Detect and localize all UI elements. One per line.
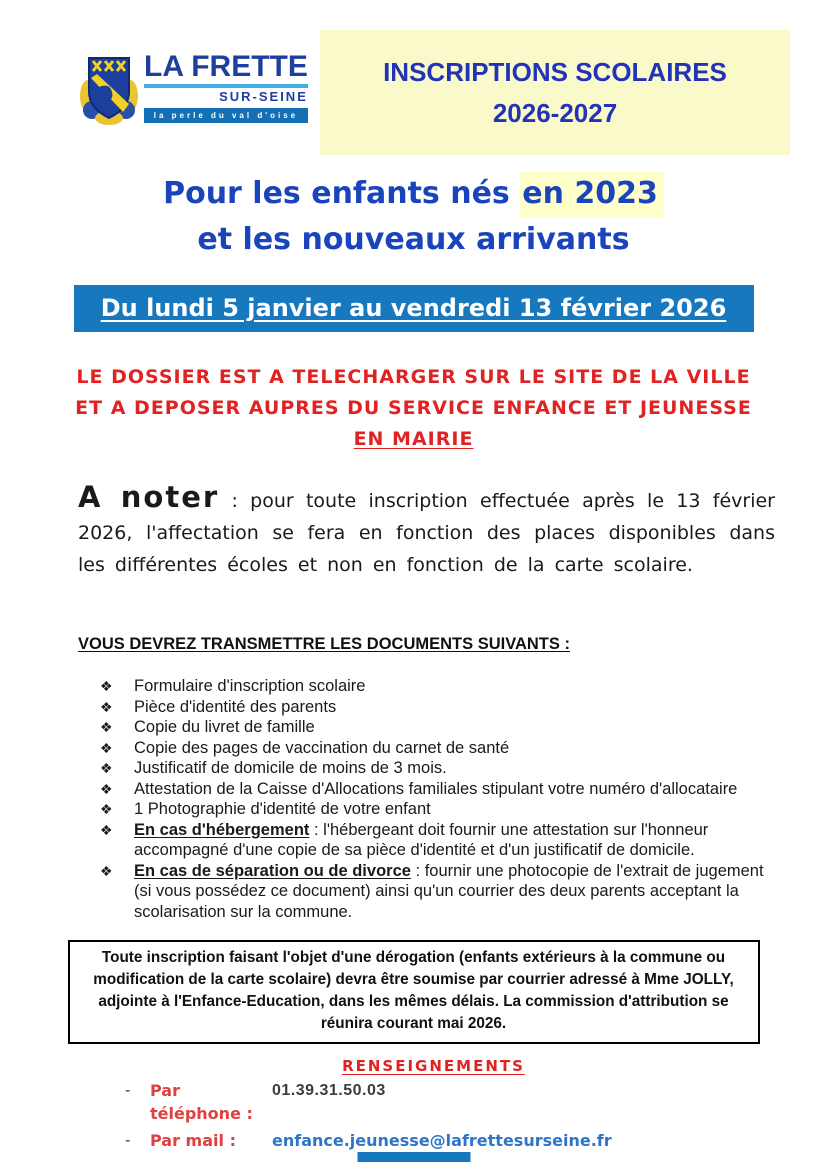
contact-email-link[interactable]: enfance.jeunesse@lafrettesurseine.fr [272,1131,612,1150]
red-notice-line2: ET A DEPOSER AUPRES DU SERVICE ENFANCE ET JEUNESSE [75,397,752,419]
contact-heading: RENSEIGNEMENTS [342,1057,525,1075]
phone-number: 01.39.31.50.03 [272,1082,386,1099]
headline-highlight: en 2023 [520,172,664,217]
list-item: ❖ 1 Photographie d'identité de votre enfant [100,800,431,818]
note-lead: A noter [78,480,220,514]
date-banner-text: Du lundi 5 janvier au vendredi 13 février 2026 [100,294,727,322]
diamond-bullet-icon: ❖ [100,780,113,797]
red-notice-line1: LE DOSSIER EST A TELECHARGER SUR LE SITE DE LA VILLE [76,366,751,388]
logo-town-name: LA FRETTE [144,50,308,83]
list-item: ❖ Pièce d'identité des parents [100,697,337,716]
town-logo [80,30,315,126]
list-item: ❖ En cas d'hébergement : l'hébergeant doit fournir une attestation sur l'honneur accompagné d'une copie de sa pièce d'identité et d'un justificatif de domicile. [100,820,709,859]
list-item: ❖ Attestation de la Caisse d'Allocations familiales stipulant votre numéro d'allocataire [100,779,738,798]
header [0,0,827,155]
derogation-box: Toute inscription faisant l'objet d'une dérogation (enfants extérieurs à la commune ou modification de la carte scolaire) devra être soumise par courrier adressé à Mme JOLLY, adjointe à l'Enfance-Education, dans les mêmes délais. La commission d'attribution se réunira courant mai 2026. [68,940,760,1044]
title-line1: INSCRIPTIONS SCOLAIRES [383,56,727,87]
diamond-bullet-icon: ❖ [100,801,113,817]
diamond-bullet-icon: ❖ [100,719,113,735]
contact-row-phone [125,1079,827,1125]
diamond-bullet-icon: ❖ [100,739,113,756]
list-item: ❖ Copie du livret de famille [100,718,315,736]
contact-section [0,1057,827,1152]
dash: - [125,1082,131,1099]
note-body: : pour toute inscription effectuée après le 13 février 2026, l'affectation se fera en fonction des places disponibles dans les différentes écoles et non en fonction de la carte scolaire. [78,490,775,576]
list-item: ❖ Formulaire d'inscription scolaire [100,677,366,695]
headline-line2: et les nouveaux arrivants [197,222,630,257]
list-item: ❖ En cas de séparation ou de divorce : fournir une photocopie de l'extrait de jugement (si vous possédez ce document) ainsi qu'un courrier des deux parents acceptant la scolarisation sur la commune. [100,861,764,921]
diamond-bullet-icon: ❖ [100,760,113,776]
contact-row-email [125,1129,827,1152]
red-notice-line3: EN MAIRIE [353,428,474,450]
diamond-bullet-icon: ❖ [100,821,113,838]
diamond-bullet-icon: ❖ [100,698,113,715]
logo-tagline: la perle du val d'oise [144,108,308,123]
list-item: ❖ Justificatif de domicile de moins de 3 mois. [100,759,447,777]
footer-accent-bar [357,1152,470,1162]
town-crest-icon [80,52,138,126]
headline-line1-pre: Pour les enfants nés [163,176,521,211]
documents-heading: VOUS DEVREZ TRANSMETTRE LES DOCUMENTS SUIVANTS : [78,635,570,653]
documents-list [100,676,765,922]
title-line2: 2026-2027 [492,97,618,128]
list-item: ❖ Copie des pages de vaccination du carnet de santé [100,738,510,757]
email-label: Par mail : [150,1131,236,1150]
date-banner [74,285,754,332]
title-banner [320,30,790,155]
dash: - [125,1132,131,1149]
logo-town-subtitle: SUR-SEINE [144,84,308,104]
diamond-bullet-icon: ❖ [100,862,113,879]
phone-label: Par téléphone : [150,1081,253,1123]
logo-text [144,52,308,123]
diamond-bullet-icon: ❖ [100,678,113,694]
note-paragraph [78,481,775,581]
red-notice [0,362,827,455]
headline [0,171,827,263]
